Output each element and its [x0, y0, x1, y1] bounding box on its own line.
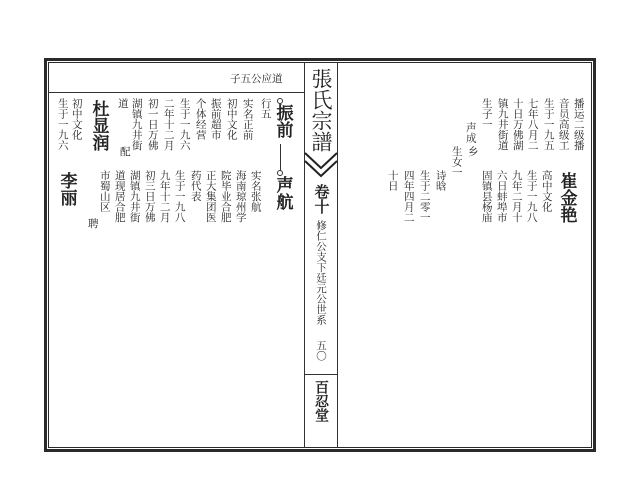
hall-text: 百忍堂 — [313, 380, 329, 422]
bio-text: 海南琼州学 — [234, 170, 247, 223]
bio-text: 初一日万佛 — [146, 98, 159, 151]
bio-col — [480, 170, 492, 223]
spine-left-rule — [304, 62, 305, 448]
bio-col — [511, 98, 523, 151]
rank-text: 行五 — [259, 98, 272, 119]
fishtail-divider — [304, 150, 338, 180]
bio-text: 道 — [116, 98, 129, 109]
branch-text: 修仁公支下廷元公世系 — [315, 220, 327, 325]
bio-text: 个体经营 — [194, 98, 207, 140]
bio-col — [234, 170, 246, 223]
bio-col — [249, 170, 261, 212]
bio-col — [178, 98, 190, 151]
bio-text: 初中文化 — [70, 98, 83, 140]
bio-col — [209, 98, 221, 140]
branch-label — [315, 220, 327, 325]
bio-text: 市蜀山区 — [98, 170, 111, 212]
bio-col — [525, 170, 537, 223]
spouse-name: 李丽 — [56, 172, 77, 206]
bio-col — [189, 170, 201, 202]
hall-name — [311, 380, 331, 422]
bio-col — [116, 98, 128, 109]
bio-text: 实名正前 — [241, 98, 254, 140]
bio-col — [386, 170, 398, 191]
bio-text: 生子一 — [480, 98, 493, 130]
bio-text: 院毕业合肥 — [219, 170, 232, 223]
bio-text: 生于一九八 — [525, 170, 538, 223]
bio-text: 十日万佛湖 — [511, 98, 524, 151]
bio-text: 九年十二月 — [158, 170, 171, 223]
bio-col — [143, 170, 155, 223]
page-number-text: 五〇 — [315, 340, 327, 361]
bio-text: 生于二零一 — [418, 170, 431, 223]
bio-text: 生于一九五 — [542, 98, 555, 151]
bio-text: 配 — [118, 146, 131, 157]
bio-col — [225, 98, 237, 140]
spouse-li-li — [56, 172, 76, 206]
bio-text: 诗晗 — [434, 170, 447, 191]
bio-text: 湖镇九井街 — [128, 170, 141, 223]
bio-col — [204, 170, 216, 223]
bio-col — [540, 170, 552, 212]
bio-col — [162, 98, 174, 151]
bio-text: 乡 — [466, 146, 479, 157]
bio-col — [510, 170, 522, 223]
bio-col — [480, 98, 492, 130]
bio-text: 镇九井街道 — [496, 98, 509, 151]
bio-text: 道现居合肥 — [113, 170, 126, 223]
person-shenghang — [272, 176, 292, 210]
bio-text: 初中文化 — [225, 98, 238, 140]
spine-bottom-rule — [304, 374, 338, 375]
spouse-du-xianrun — [88, 100, 108, 151]
bio-col — [466, 146, 478, 157]
bio-text: 聘 — [86, 218, 99, 229]
bio-col — [542, 98, 554, 151]
bio-text: 固镇县杨庙 — [480, 170, 493, 223]
bio-col — [194, 98, 206, 140]
page-number — [315, 340, 327, 361]
bio-col — [496, 98, 508, 151]
spouse-name: 杜显润 — [88, 100, 109, 151]
person-name: 声航 — [272, 176, 293, 210]
bio-text: 振前超市 — [209, 98, 222, 140]
lineage-connector — [280, 144, 281, 172]
volume-text: 卷十 — [312, 184, 331, 214]
bio-col — [418, 170, 430, 223]
bio-text: 二年十二月 — [162, 98, 175, 151]
bio-text: 药代表 — [189, 170, 202, 202]
header-label: 子五公应道 — [230, 73, 283, 85]
bio-text: 实名张航 — [249, 170, 262, 212]
bio-text: 生女一 — [450, 146, 463, 178]
bio-col — [495, 170, 507, 223]
bio-text: 七年八月二 — [526, 98, 539, 151]
bio-col — [219, 170, 231, 223]
bio-col — [113, 170, 125, 223]
title-text: 張氏宗譜 — [309, 68, 333, 152]
bio-col — [56, 98, 68, 151]
bio-col — [434, 170, 446, 191]
bio-text: 正大集团医 — [204, 170, 217, 223]
bio-col — [130, 98, 142, 151]
left-col-rank — [259, 98, 271, 119]
person-name: 崔金艳 — [556, 172, 577, 223]
bio-col — [450, 146, 462, 178]
bio-text: 声成 — [464, 122, 477, 143]
bio-col — [86, 218, 98, 229]
bio-col — [118, 146, 130, 157]
person-zhenqian — [272, 104, 292, 138]
header-rule — [48, 92, 304, 93]
spine-right-rule — [337, 62, 338, 448]
person-name: 振前 — [272, 104, 293, 138]
bio-col — [128, 170, 140, 223]
bio-text: 六日蚌埠市 — [495, 170, 508, 223]
bio-col — [526, 98, 538, 151]
bio-text: 四年四月二 — [402, 170, 415, 223]
bio-col — [402, 170, 414, 223]
bio-col — [173, 170, 185, 223]
person-cui-jinyan — [556, 172, 576, 223]
bio-text: 十日 — [386, 170, 399, 191]
bio-text: 高中文化 — [540, 170, 553, 212]
header-text — [230, 74, 283, 86]
bio-text: 音员高级工 — [557, 98, 570, 151]
bio-col — [98, 170, 110, 212]
bio-col — [572, 98, 584, 151]
bio-text: 生于一九六 — [56, 98, 69, 151]
genealogy-title — [311, 68, 331, 152]
bio-text: 初三日万佛 — [143, 170, 156, 223]
bio-col — [158, 170, 170, 223]
bio-text: 生于一九六 — [178, 98, 191, 151]
volume-label — [311, 184, 331, 214]
bio-text: 生于一九八 — [173, 170, 186, 223]
bio-text: 湖镇九井街 — [130, 98, 143, 151]
bio-col — [146, 98, 158, 151]
bio-text: 九年二月十 — [510, 170, 523, 223]
bio-col — [557, 98, 569, 151]
bio-col — [464, 122, 476, 143]
bio-col — [70, 98, 82, 140]
bio-col — [241, 98, 253, 140]
bio-text: 播运二级播 — [572, 98, 585, 151]
